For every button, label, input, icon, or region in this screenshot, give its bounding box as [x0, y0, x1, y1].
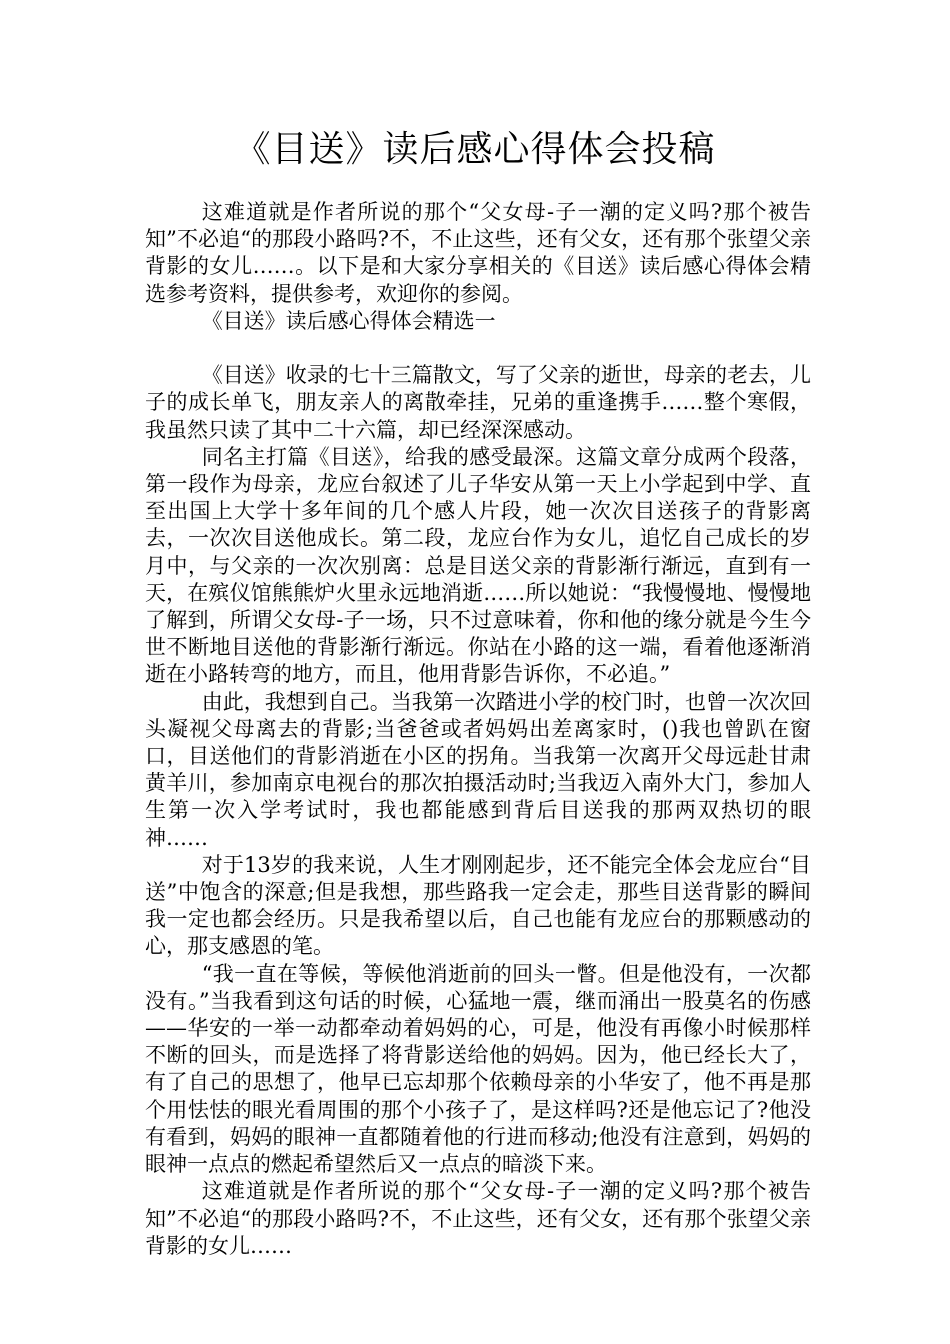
paragraph: 这难道就是作者所说的那个“父女母-子一潮的定义吗?那个被告知”不必追“的那段小路吗?不，不止这些，还有父女，还有那个张望父亲背影的女儿…… [145, 1179, 811, 1258]
document-title: 《目送》读后感心得体会投稿 [234, 129, 716, 170]
document-body [145, 199, 811, 1260]
paragraph: 同名主打篇《目送》，给我的感受最深。这篇文章分成两个段落，第一段作为母亲，龙应台叙述了儿子华安从第一天上小学起到中学、直至出国上大学十多年间的几个感人片段，她一次次目送孩子的背影离去，一次次目送他成长。第二段，龙应台作为女儿，追忆自己成长的岁月中，与父亲的一次次别离：总是目送父亲的背影渐行渐远，直到有一天，在殡仪馆熊熊炉火里永远地消逝……所以她说：“我慢慢地、慢慢地了解到，所谓父女母-子一场，只不过意味着，你和他的缘分就是今生今世不断地目送他的背影渐行渐远。你站在小路的这一端，看着他逐渐消逝在小路转弯的地方，而且，他用背影告诉你，不必追。” [145, 444, 811, 687]
paragraph-intro: 这难道就是作者所说的那个“父女母-子一潮的定义吗?那个被告知”不必追“的那段小路吗?不，不止这些，还有父女，还有那个张望父亲背影的女儿……。以下是和大家分享相关的《目送》读后感心得体会精选参考资料，提供参考，欢迎你的参阅。 [145, 200, 811, 306]
paragraph: 由此，我想到自己。当我第一次踏进小学的校门时，也曾一次次回头凝视父母离去的背影;当爸爸或者妈妈出差离家时，()我也曾趴在窗口，目送他们的背影消逝在小区的拐角。当我第一次离开父母远赴甘肃黄羊川，参加南京电视台的那次拍摄活动时;当我迈入南外大门，参加人生第一次入学考试时，我也都能感到背后目送我的那两双热切的眼神…… [145, 689, 811, 850]
paragraph: 《目送》收录的七十三篇散文，写了父亲的逝世，母亲的老去，儿子的成长单飞，朋友亲人的离散牵挂，兄弟的重逢携手……整个寒假，我虽然只读了其中二十六篇，却已经深深感动。 [145, 363, 811, 442]
paragraph: “我一直在等候，等候他消逝前的回头一瞥。但是他没有，一次都没有。”当我看到这句话的时候，心猛地一震，继而涌出一股莫名的伤感——华安的一举一动都牵动着妈妈的心，可是，他没有再像小时候那样不断的回头，而是选择了将背影送给他的妈妈。因为，他已经长大了，有了自己的思想了，他早已忘却那个依赖母亲的小华安了，他不再是那个用怯怯的眼光看周围的那个小孩子了，是这样吗?还是他忘记了?他没有看到，妈妈的眼神一直都随着他的行进而移动;他没有注意到，妈妈的眼神一点点的燃起希望然后又一点点的暗淡下来。 [145, 961, 811, 1177]
paragraph: 对于13岁的我来说，人生才刚刚起步，还不能完全体会龙应台“目送”中饱含的深意;但是我想，那些路我一定会走，那些目送背影的瞬间我一定也都会经历。只是我希望以后，自己也能有龙应台的那颗感动的心，那支感恩的笔。 [145, 852, 811, 959]
section-heading: 《目送》读后感心得体会精选一 [201, 308, 496, 333]
